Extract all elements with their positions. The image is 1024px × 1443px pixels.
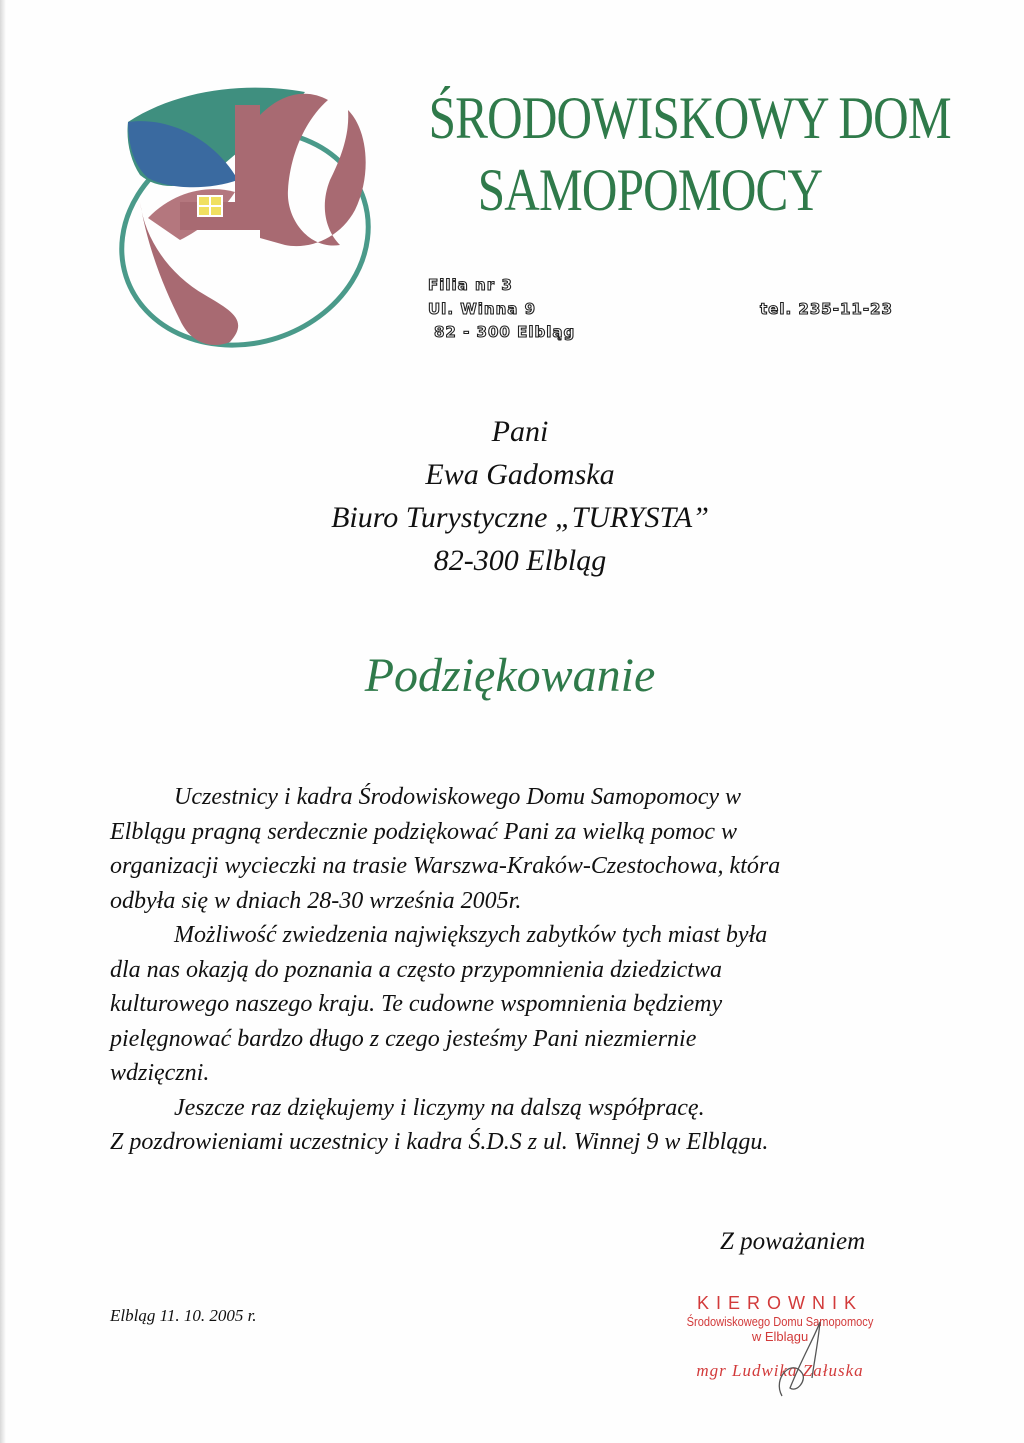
body-line: odbyła się w dniach 28-30 września 2005r. [110,887,522,914]
stamp-organization: Środowiskowego Domu Samopomocy [686,1314,874,1329]
body-line: Z pozdrowieniami uczestnicy i kadra Ś.D.S z ul. Winnej 9 w Elblągu. [110,1129,769,1155]
body-line: wdzięczni. [110,1060,210,1086]
organization-name-line-1: ŚRODOWISKOWY DOM [428,85,951,151]
place-date: Elbląg 11. 10. 2005 r. [110,1306,257,1325]
phone-number: tel. 235-11-23 [760,300,893,318]
letter-body [110,780,900,1160]
body-line: organizacji wycieczki na trasie Warszwa-Kraków-Czestochowa, która [110,853,781,879]
organization-name-line-2: SAMOPOMOCY [477,157,823,223]
organization-name [428,82,951,226]
stamp-city: w Elblągu [751,1329,809,1344]
recipient-block [200,410,840,582]
document-title: Podziękowanie [364,649,656,702]
body-line: Możliwość zwiedzenia największych zabytków tych miast była [174,922,768,948]
scan-edge [0,0,6,1443]
handwritten-signature [752,1318,842,1398]
logo-leaf-hands-house-icon [110,80,380,355]
postal-city: 82 - 300 Elbląg [434,323,576,341]
recipient-company: Biuro Turystyczne „TURYSTA” [331,501,709,534]
recipient-salutation: Pani [491,415,549,448]
body-line: kulturowego naszego kraju. Te cudowne wspomnienia będziemy [110,991,723,1017]
stamp-signatory-name: mgr Ludwika Załuska [696,1361,864,1380]
branch-label: Filia nr 3 [428,276,513,294]
body-line: Jeszcze raz dziękujemy i liczymy na dalszą współpracę. [174,1094,705,1121]
closing-phrase: Z poważaniem [720,1228,866,1255]
street-address: Ul. Winna 9 [428,300,537,318]
body-line: pielęgnować bardzo długo z czego jesteśmy Pani niezmiernie [110,1025,697,1052]
body-line: dla nas okazją do poznania a często przypomnienia dziedzictwa [110,956,722,983]
recipient-name: Ewa Gadomska [425,458,615,491]
body-line: Uczestnicy i kadra Środowiskowego Domu Samopomocy w [174,784,742,810]
body-line: Elblągu pragną serdecznie podziękować Pani za wielką pomoc w [110,818,738,845]
stamp-title: KIEROWNIK [696,1293,863,1313]
recipient-city: 82-300 Elbląg [433,544,607,577]
